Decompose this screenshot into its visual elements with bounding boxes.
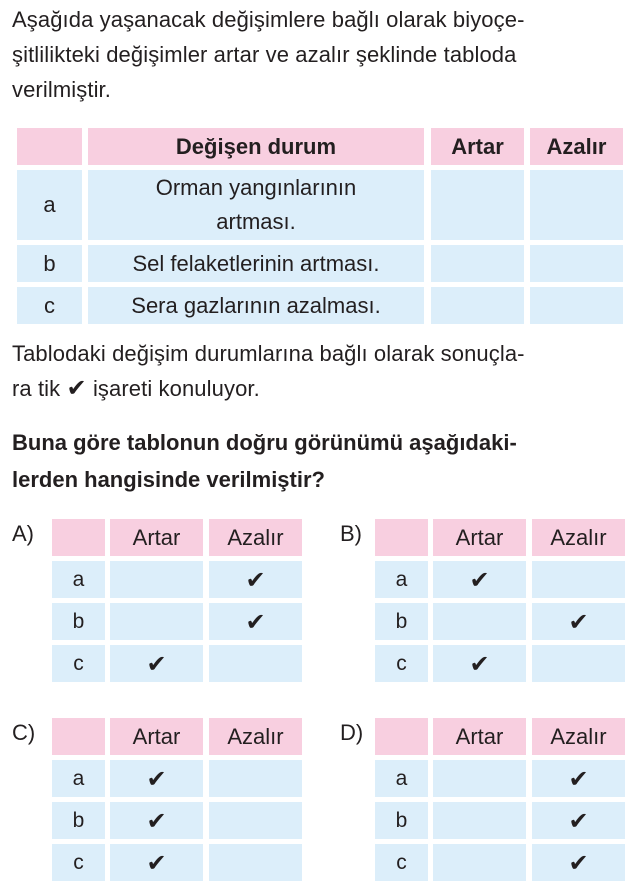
option-c-row-a-increase: ✔ — [110, 760, 203, 797]
option-a-row-b-decrease: ✔ — [209, 603, 302, 640]
table-row-c-text: Sera gazlarının azalması. — [88, 287, 424, 324]
option-a-row-c-decrease — [209, 645, 302, 682]
option-c-row-a-letter: a — [52, 760, 105, 797]
option-d-row-a-decrease: ✔ — [532, 760, 625, 797]
option-d-row-c-decrease: ✔ — [532, 844, 625, 881]
table-row-b-letter: b — [17, 245, 82, 282]
option-c-row-a-decrease — [209, 760, 302, 797]
option-b-row-a-letter: a — [375, 561, 428, 598]
table-row-a-increase — [431, 170, 524, 240]
option-c-header-decrease: Azalır — [209, 718, 302, 755]
option-d-header-increase: Artar — [433, 718, 526, 755]
intro-line-2: şitlilikteki değişimler artar ve azalır şeklinde tabloda — [12, 42, 517, 67]
option-a-row-a-increase — [110, 561, 203, 598]
option-c-header-increase: Artar — [110, 718, 203, 755]
table-row-a-text-line-2: artması. — [216, 209, 296, 234]
option-d-row-a-letter: a — [375, 760, 428, 797]
option-b-row-a-decrease — [532, 561, 625, 598]
option-b-row-c-letter: c — [375, 645, 428, 682]
intro-line-3: verilmiştir. — [12, 77, 111, 102]
option-a-header-increase: Artar — [110, 519, 203, 556]
option-a-row-c-increase: ✔ — [110, 645, 203, 682]
intro-line-1: Aşağıda yaşanacak değişimlere bağlı olarak biyoçe- — [12, 7, 525, 32]
option-a-row-b-increase — [110, 603, 203, 640]
table-row-b-decrease — [530, 245, 623, 282]
option-b-header-increase: Artar — [433, 519, 526, 556]
option-d-row-b-letter: b — [375, 802, 428, 839]
option-c-label[interactable]: C) — [12, 720, 36, 745]
check-mark-icon: ✔ — [66, 374, 87, 402]
question-line-1: Buna göre tablonun doğru görünümü aşağıdaki- — [12, 430, 517, 455]
option-a-header-decrease: Azalır — [209, 519, 302, 556]
option-c-header-empty — [52, 718, 105, 755]
table-row-a-letter: a — [17, 170, 82, 240]
option-d-header-decrease: Azalır — [532, 718, 625, 755]
option-d-row-c-letter: c — [375, 844, 428, 881]
option-b-header-empty — [375, 519, 428, 556]
followup-line-2 — [12, 371, 627, 406]
option-c-row-c-letter: c — [52, 844, 105, 881]
option-c-row-b-decrease — [209, 802, 302, 839]
option-a-label[interactable]: A) — [12, 521, 34, 546]
table-header-decrease: Azalır — [530, 128, 623, 165]
option-a-header-empty — [52, 519, 105, 556]
table-header-increase: Artar — [431, 128, 524, 165]
question-prompt — [12, 424, 627, 498]
option-d-row-b-increase — [433, 802, 526, 839]
followup-line-2-end: işareti konuluyor. — [92, 376, 260, 401]
option-b-row-c-increase: ✔ — [433, 645, 526, 682]
table-row-a-text-line-1: Orman yangınlarının — [155, 175, 357, 200]
option-a-row-c-letter: c — [52, 645, 105, 682]
option-b-row-b-increase — [433, 603, 526, 640]
option-b-header-decrease: Azalır — [532, 519, 625, 556]
table-row-a-text — [88, 170, 424, 240]
option-d-header-empty — [375, 718, 428, 755]
option-d-row-a-increase — [433, 760, 526, 797]
option-c-row-b-increase: ✔ — [110, 802, 203, 839]
table-row-b-text: Sel felaketlerinin artması. — [88, 245, 424, 282]
option-c-row-c-decrease — [209, 844, 302, 881]
option-a-row-a-decrease: ✔ — [209, 561, 302, 598]
table-row-a-decrease — [530, 170, 623, 240]
option-b-label[interactable]: B) — [340, 521, 362, 546]
option-b-row-c-decrease — [532, 645, 625, 682]
followup-line-2-start: ra tik — [12, 376, 61, 401]
followup-line-1: Tablodaki değişim durumlarına bağlı olarak sonuçla- — [12, 341, 525, 366]
option-c-row-c-increase: ✔ — [110, 844, 203, 881]
table-row-c-increase — [431, 287, 524, 324]
option-d-label[interactable]: D) — [340, 720, 364, 745]
option-b-row-a-increase: ✔ — [433, 561, 526, 598]
option-b-row-b-decrease: ✔ — [532, 603, 625, 640]
table-header-empty — [17, 128, 82, 165]
option-d-row-c-increase — [433, 844, 526, 881]
table-row-c-decrease — [530, 287, 623, 324]
option-a-row-a-letter: a — [52, 561, 105, 598]
option-d-row-b-decrease: ✔ — [532, 802, 625, 839]
table-row-b-increase — [431, 245, 524, 282]
option-b-row-b-letter: b — [375, 603, 428, 640]
change-table — [0, 0, 635, 330]
option-c-row-b-letter: b — [52, 802, 105, 839]
question-line-2: lerden hangisinde verilmiştir? — [12, 467, 325, 492]
table-row-c-letter: c — [17, 287, 82, 324]
table-header-change: Değişen durum — [88, 128, 424, 165]
option-a-row-b-letter: b — [52, 603, 105, 640]
followup-paragraph — [12, 336, 627, 406]
